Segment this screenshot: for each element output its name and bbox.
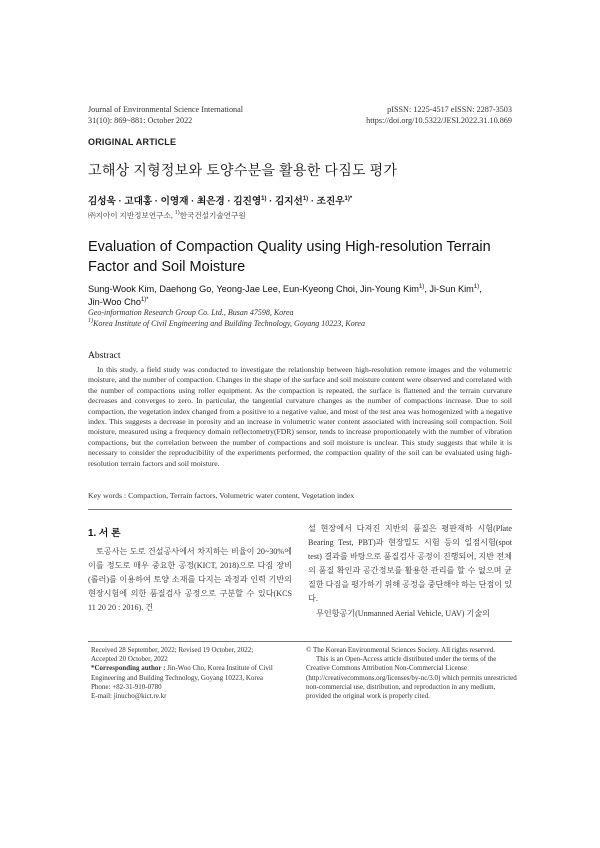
corresponding-text: Jin-Woo Cho, Korea Institute of Civil Engineering and Building Technology, Goyang 10223, Korea (91, 664, 273, 682)
keywords-text: Compaction, Terrain factors, Volumetric water content, Vegetation index (128, 491, 355, 500)
abstract-text: In this study, a field study was conducted to investigate the relationship between high-resolution remote images and the volumetric moisture, and the number of compaction. Changes in the shape of the surface and soil moisture content were observed and correlated with the number of compactions using roller equipment. As the compaction is repeated, the surface is flattened and the terrain curvature decreases and converges to zero. In particular, the tangential curvature changes as the number of compactions increase. Due to soil compaction, the vegetation index changed from a positive to a negative value, and most of the test area was homogenized with a negative index. This suggests a decrease in porosity and an increase in volumetric water content associated with increasing soil compaction. Soil moisture, measured using a frequency domain reflectometry(FDR) sensor, tends to increase proportionately with the number of vibration compactions, but the correlation between the number of compactions and soil moisture is unclear. This study suggests that while it is necessary to consider the reproducibility of the experiments performed, the compaction quality of the soil can be evaluated using high-resolution terrain factors and soil moisture. (88, 365, 512, 468)
authors-english (88, 283, 528, 308)
paragraph: 무인항공기(Unmanned Aerial Vehicle, UAV) 기술의 (316, 608, 490, 618)
footnote-license (306, 646, 518, 701)
journal-header-right (366, 104, 512, 126)
corresponding-label: *Corresponding author : (91, 664, 168, 673)
accepted-date: Accepted 20 October, 2022 (91, 655, 168, 664)
authors-korean-name: · 김지선 (266, 196, 303, 207)
authors-english-part: Sung-Wook Kim, Daehong Go, Yeong-Jae Lee, Eun-Kyeong Choi, Jin-Young Kim (88, 284, 419, 294)
authors-english-part: , (479, 284, 482, 294)
volume-pages: 31(10): 869~881: October 2022 (88, 116, 193, 125)
affiliation-english-2-line (88, 318, 528, 329)
affiliation-english (88, 307, 528, 329)
issn: pISSN: 1225-4517 eISSN: 2287-3503 (387, 105, 512, 114)
affiliation-korean-1: ㈜지아이 지반정보연구소, (88, 211, 175, 220)
author-superscript: 1) (302, 196, 309, 202)
footnote-divider (88, 641, 512, 642)
affiliation-english-2: Korea Institute of Civil Engineering and Building Technology, Goyang 10223, Korea (93, 319, 365, 328)
doi-link[interactable]: https://doi.org/10.5322/JESI.2022.31.10.869 (366, 116, 512, 125)
license-first-line: This is an Open-Access article distributed under the terms of the (316, 655, 497, 664)
license-text: Creative Commons Attribution Non-Commercial License (http://creativecommons.org/licenses/by-nc/3.0) which permits unrestricted non-commercial use, distribution, and reproduction in any medium, provided the original work is properly cited. (306, 664, 517, 701)
article-type: ORIGINAL ARTICLE (88, 137, 177, 147)
corresponding-author (91, 664, 291, 682)
author-superscript: 1)* (140, 296, 149, 303)
abstract-heading: Abstract (88, 350, 121, 361)
title-english: Evaluation of Compaction Quality using High-resolution Terrain Factor and Soil Moisture (88, 239, 491, 275)
affiliation-korean (88, 210, 246, 221)
email-link[interactable]: E-mail: jinucho@kict.re.kr (91, 692, 167, 701)
paragraph: 설 현장에서 다져진 지반의 품질은 평판재하 시험(Plate Bearing Test, PBT)과 현장밀도 시험 등의 일점시험(spot test) 결과를 바탕으로 품질검사 공정이 진행되어, 지반 전체의 품질 확인과 공간정보를 활용한 관리를 할 수 없으며 균질한 다짐을 평가하기 위해 공정을 중단해야 하는 단점이 있다. (308, 524, 512, 604)
body-column-left: 토공사는 도로 건설공사에서 차지하는 비율이 20~30%에 이를 정도로 매우 중요한 공정(KICT, 2018)으로 다짐 장비(롤러)를 이용하여 토양 소재를 다지는 과정과 인력 기반의 현장시험에 의한 품질검사 공정으로 구분할 수 있다(KCS 11 20 20 : 2016). 건 (88, 547, 292, 613)
keywords-label: Key words : (88, 491, 129, 500)
author-superscript: 1) (473, 284, 480, 290)
received-date: Received 28 September, 2022; Revised 19 October, 2022; (91, 646, 254, 654)
authors-korean-name: · 조진우 (308, 196, 345, 207)
section-heading: 1. 서 론 (88, 528, 121, 539)
author-superscript: 1)* (344, 196, 353, 202)
affiliation-superscript: 1) (174, 210, 180, 216)
journal-name: Journal of Environmental Science International (88, 105, 244, 114)
journal-header-left (88, 104, 243, 126)
affiliation-english-1: Geo-information Research Group Co. Ltd., Busan 47598, Korea (88, 308, 294, 317)
authors-english-part: , Ji-Sun Kim (424, 284, 474, 294)
author-superscript: 1) (261, 196, 267, 202)
copyright: © The Korean Environmental Sciences Society. All rights reserved. (306, 646, 496, 654)
title-korean: 고해상 지형정보와 토양수분을 활용한 다짐도 평가 (88, 164, 398, 179)
footnote-received (91, 646, 291, 701)
phone: Phone: +82-31-910-0780 (91, 682, 162, 691)
authors-korean-names: 김성욱 · 고대홍 · 이영재 · 최은경 · 김진영 (88, 196, 262, 207)
keywords-divider (88, 509, 512, 510)
affiliation-superscript: 1) (88, 318, 93, 324)
affiliation-korean-2: 한국건설기술연구원 (179, 211, 246, 220)
keywords (88, 491, 512, 500)
authors-english-part: Jin-Woo Cho (88, 296, 141, 307)
body-column-right (308, 522, 512, 621)
authors-korean (88, 193, 352, 207)
author-superscript: 1) (418, 284, 425, 290)
